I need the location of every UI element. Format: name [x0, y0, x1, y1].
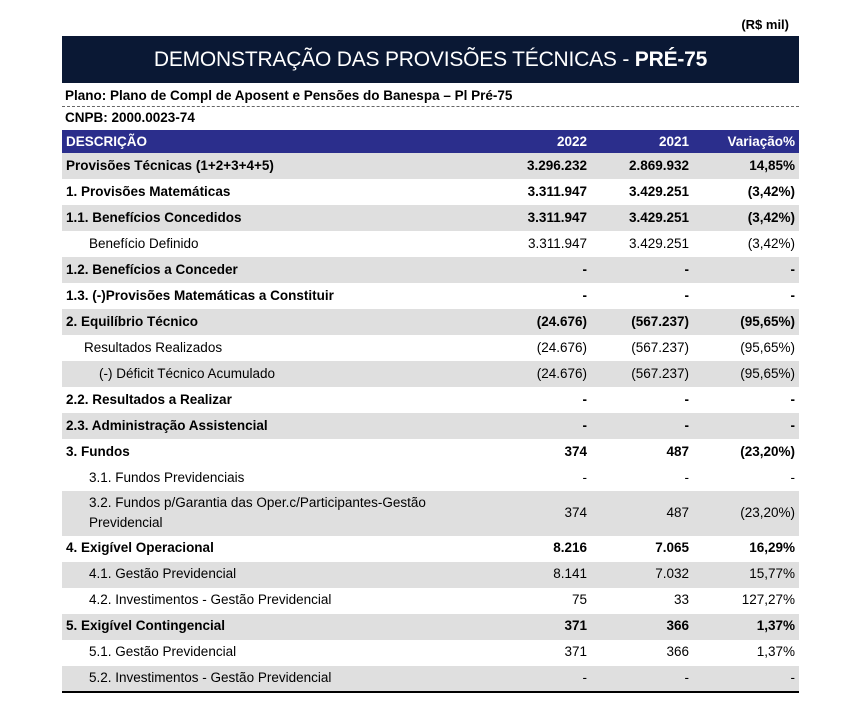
value-variation: 1,37%: [756, 644, 795, 660]
row-label: 4.1. Gestão Previdencial: [89, 566, 237, 582]
table-row: [62, 179, 799, 205]
report-title: DEMONSTRAÇÃO DAS PROVISÕES TÉCNICAS -: [153, 47, 635, 71]
value-2021: 487: [666, 505, 689, 521]
table-row: [62, 413, 799, 439]
title-banner: [62, 36, 799, 83]
value-2021: 33: [673, 592, 689, 608]
plan-name-line: Plano: Plano de Compl de Aposent e Pensões do Banespa – Pl Pré-75: [65, 88, 513, 103]
value-variation: -: [790, 287, 795, 303]
row-label: Provisões Técnicas (1+2+3+4+5): [66, 157, 274, 173]
row-label: 2. Equilíbrio Técnico: [66, 313, 199, 329]
table-row: [62, 491, 799, 536]
table-row: [62, 361, 799, 387]
column-header-descricao: DESCRIÇÃO: [62, 130, 481, 153]
value-2022: 8.141: [553, 566, 587, 582]
row-label: 5. Exigível Contingencial: [66, 618, 226, 634]
value-2021: 3.429.251: [628, 235, 689, 251]
row-label: 1.1. Benefícios Concedidos: [66, 209, 242, 225]
row-label: 5.1. Gestão Previdencial: [89, 644, 237, 660]
value-2022: 3.311.947: [527, 209, 587, 225]
value-2022: -: [582, 469, 587, 485]
table-row: [62, 439, 799, 465]
table-row: [62, 257, 799, 283]
column-header-2022: 2022: [481, 130, 591, 153]
value-2022: 3.296.232: [526, 157, 587, 173]
value-variation: -: [790, 391, 795, 407]
value-variation: (23,20%): [740, 443, 795, 459]
value-2021: 2.869.932: [628, 157, 689, 173]
value-variation: (3,42%): [747, 235, 795, 251]
row-label: 3. Fundos: [66, 443, 130, 459]
value-2022: 374: [564, 443, 587, 459]
table-row: [62, 231, 799, 257]
value-2021: 7.065: [655, 540, 689, 556]
row-label: 1.2. Benefícios a Conceder: [66, 261, 238, 277]
value-2021: 366: [666, 644, 689, 660]
value-2022: 75: [571, 592, 587, 608]
value-2021: -: [684, 391, 689, 407]
value-variation: (95,65%): [740, 365, 795, 381]
value-2022: 374: [564, 505, 587, 521]
value-2022: 371: [564, 618, 587, 634]
row-label: 4. Exigível Operacional: [66, 540, 214, 556]
value-variation: -: [790, 417, 795, 433]
value-2021: -: [591, 666, 693, 692]
table-header-row: [62, 130, 799, 153]
row-label: 2.3. Administração Assistencial: [66, 417, 268, 433]
table-row: [62, 387, 799, 413]
value-2021: (567.237): [631, 313, 689, 329]
value-2022: 3.311.947: [527, 183, 587, 199]
table-body: [62, 153, 799, 692]
table-row: [62, 562, 799, 588]
value-2021: -: [684, 287, 689, 303]
value-2021: -: [684, 469, 689, 485]
table-row: [62, 283, 799, 309]
value-variation: -: [693, 666, 799, 692]
value-variation: 1,37%: [756, 618, 795, 634]
value-2022: -: [582, 391, 587, 407]
value-variation: (95,65%): [740, 339, 795, 355]
value-variation: 14,85%: [749, 157, 795, 173]
column-header-2021: 2021: [591, 130, 693, 153]
value-2022: (24.676): [536, 365, 587, 381]
table-row: [62, 536, 799, 562]
value-variation: (3,42%): [747, 209, 795, 225]
table-row: [62, 666, 799, 692]
report-page: [62, 0, 799, 693]
row-label: 5.2. Investimentos - Gestão Previdencial: [62, 666, 481, 692]
row-label: 3.1. Fundos Previdenciais: [89, 469, 245, 485]
value-variation: (3,42%): [747, 183, 795, 199]
value-2021: 7.032: [655, 566, 689, 582]
row-label: 3.2. Fundos p/Garantia das Oper.c/Participantes-Gestão Previdencial: [89, 495, 426, 531]
value-2022: (24.676): [536, 339, 587, 355]
provisions-table: [62, 130, 799, 693]
table-row: [62, 309, 799, 335]
value-2022: 8.216: [553, 540, 587, 556]
value-2021: 3.429.251: [628, 183, 689, 199]
row-label: (-) Déficit Técnico Acumulado: [99, 365, 276, 381]
report-title-highlight: PRÉ-75: [634, 47, 708, 71]
currency-unit-note: (R$ mil): [741, 17, 789, 32]
row-label: 1.3. (-)Provisões Matemáticas a Constituir: [66, 287, 334, 303]
table-row: [62, 640, 799, 666]
value-variation: -: [790, 469, 795, 485]
value-variation: (23,20%): [740, 505, 795, 521]
row-label: Benefício Definido: [89, 235, 199, 251]
row-label: 4.2. Investimentos - Gestão Previdencial: [89, 592, 332, 608]
value-variation: (95,65%): [740, 313, 795, 329]
row-label: 2.2. Resultados a Realizar: [66, 391, 232, 407]
row-label: Resultados Realizados: [84, 339, 223, 355]
column-header-variao: Variação%: [693, 130, 799, 153]
row-label: 1. Provisões Matemáticas: [66, 183, 231, 199]
value-variation: -: [790, 261, 795, 277]
value-2022: 3.311.947: [527, 235, 587, 251]
value-2022: 371: [564, 644, 587, 660]
value-2022: -: [481, 666, 591, 692]
value-2022: (24.676): [536, 313, 587, 329]
value-2021: 3.429.251: [628, 209, 689, 225]
value-2022: -: [582, 261, 587, 277]
value-2021: 366: [666, 618, 689, 634]
plan-cnpb-line: CNPB: 2000.0023-74: [62, 106, 799, 129]
value-2021: -: [684, 261, 689, 277]
table-row: [62, 153, 799, 179]
table-row: [62, 614, 799, 640]
value-2021: (567.237): [631, 339, 689, 355]
value-2022: -: [582, 417, 587, 433]
value-2021: (567.237): [631, 365, 689, 381]
value-variation: 127,27%: [741, 592, 795, 608]
table-row: [62, 465, 799, 491]
value-variation: 15,77%: [749, 566, 795, 582]
value-variation: 16,29%: [749, 540, 795, 556]
value-2022: -: [582, 287, 587, 303]
table-row: [62, 335, 799, 361]
table-row: [62, 588, 799, 614]
table-row: [62, 205, 799, 231]
value-2021: 487: [666, 443, 689, 459]
value-2021: -: [684, 417, 689, 433]
